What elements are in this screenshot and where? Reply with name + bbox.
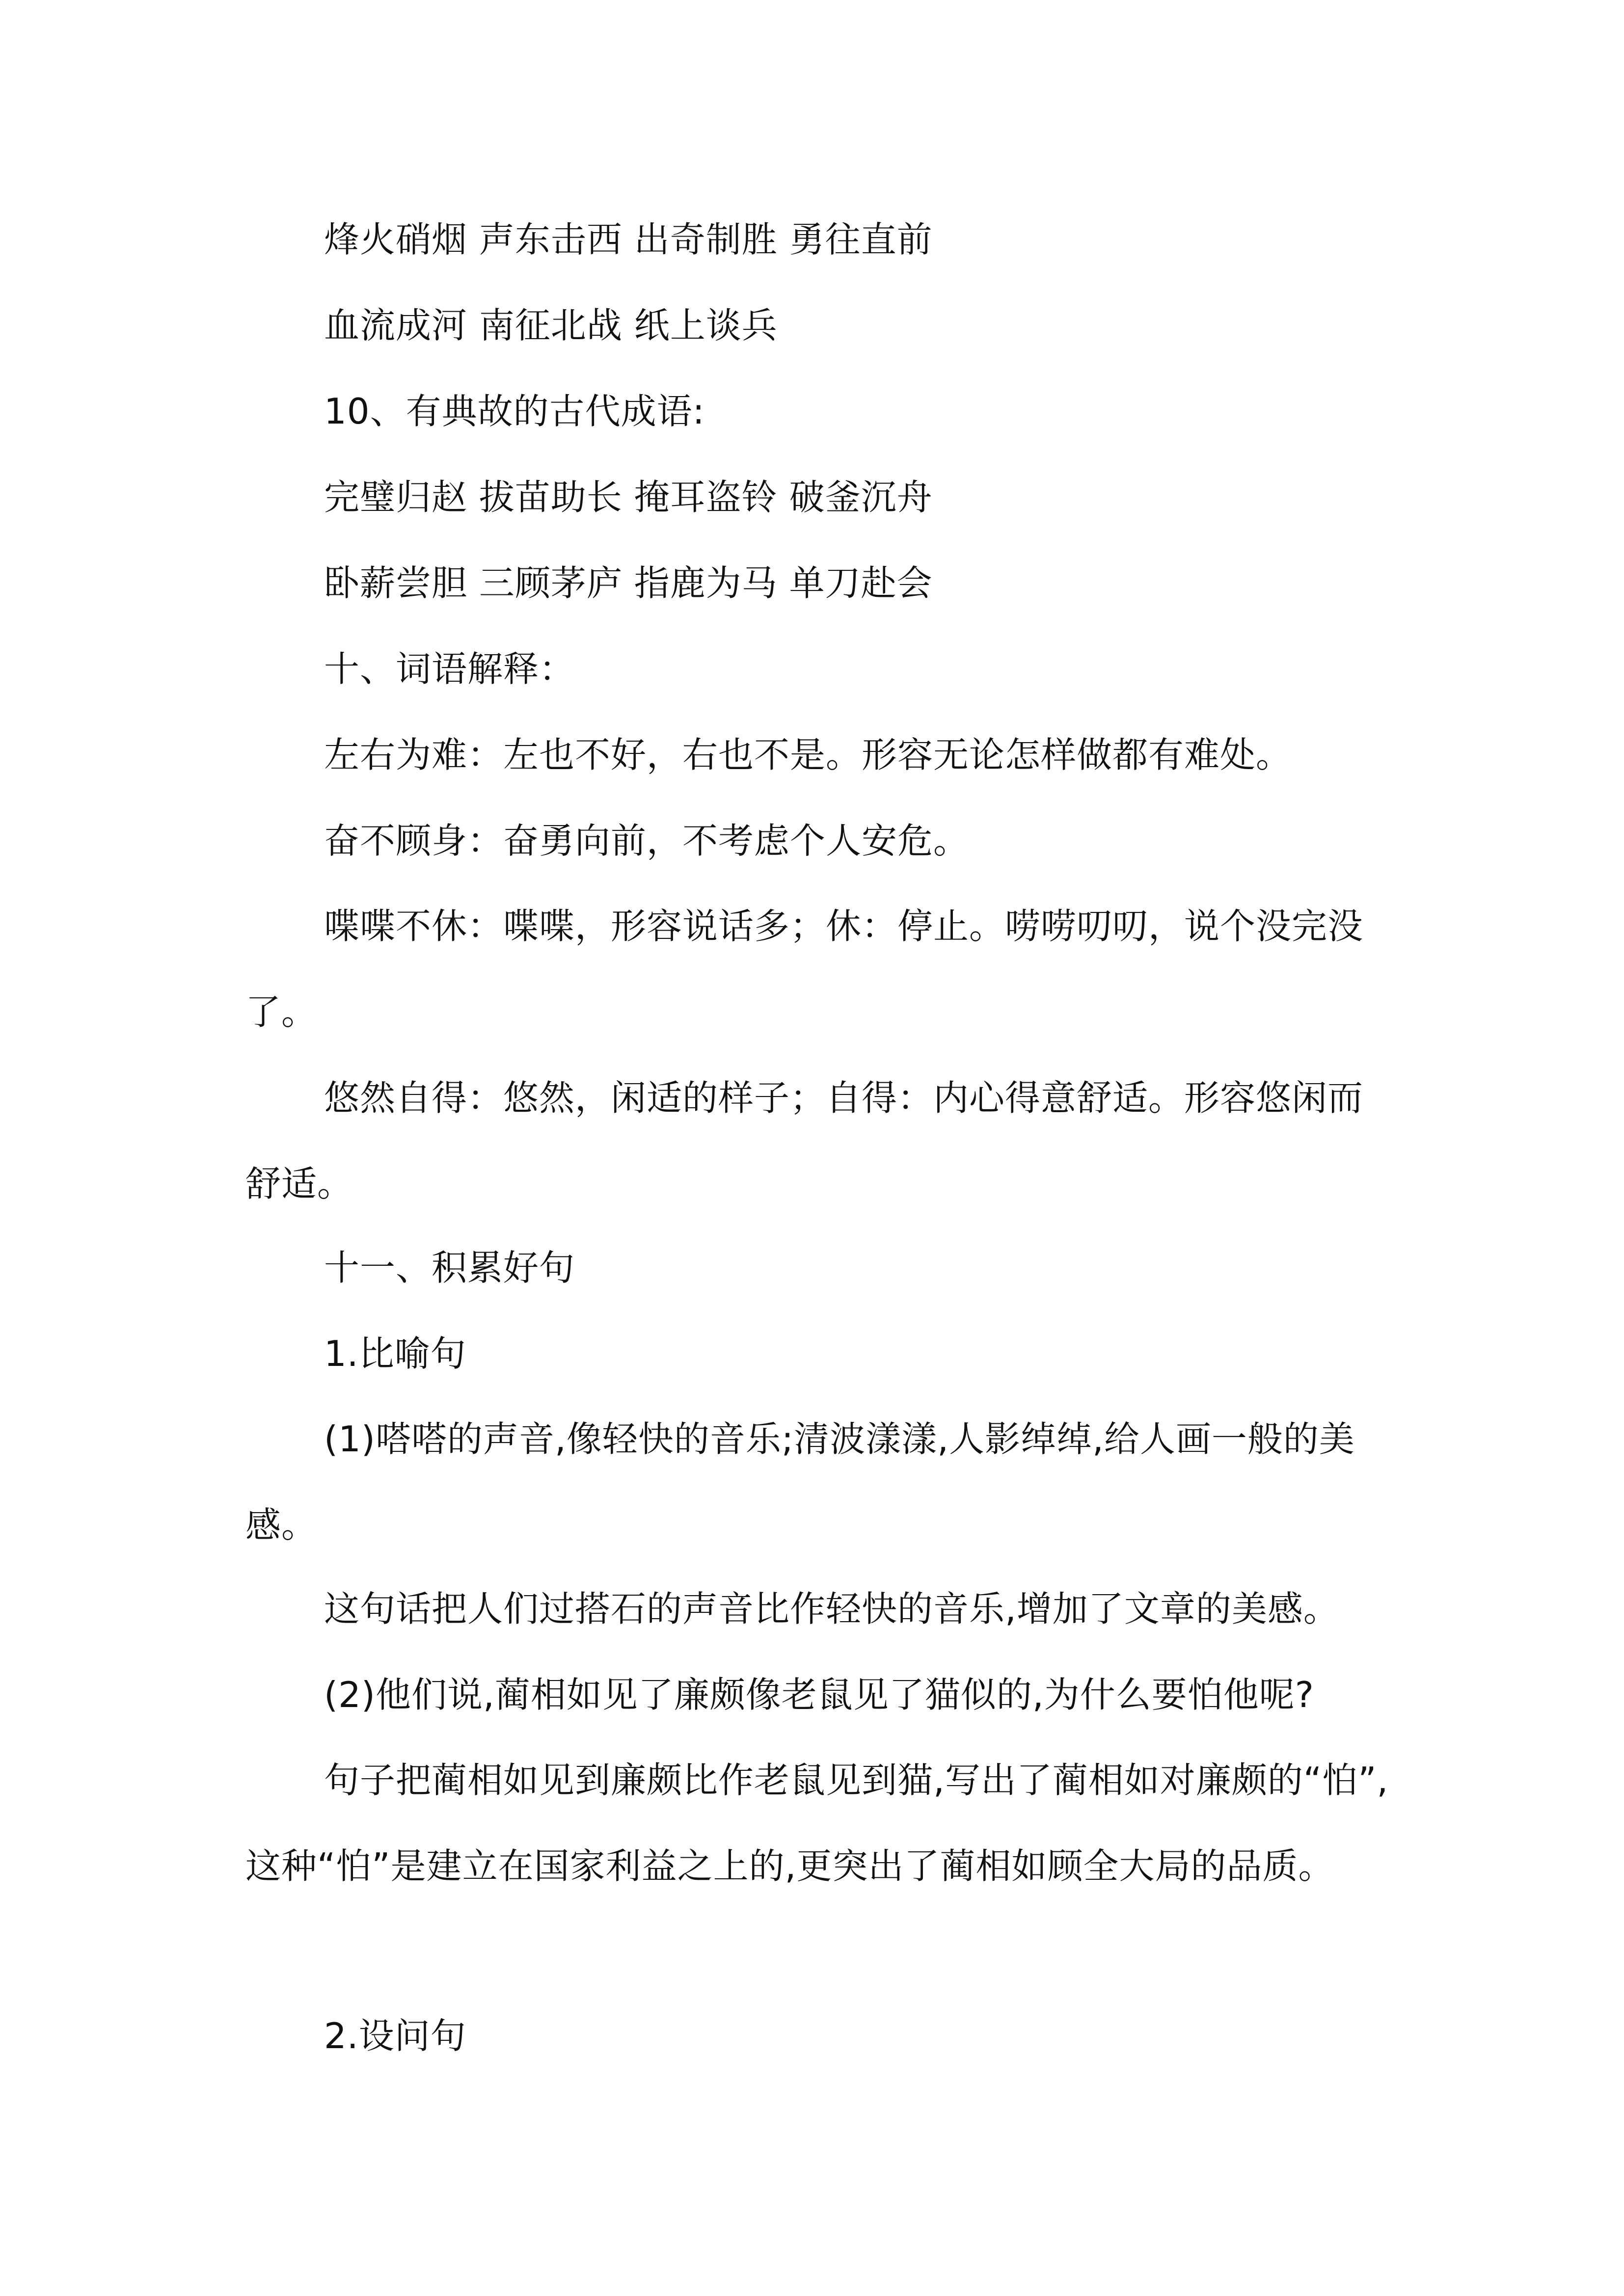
explanation-zuoyouweinan: 左右为难：左也不好，右也不是。形容无论怎样做都有难处。 xyxy=(324,734,1292,775)
idiom-line-allusion-1: 完璧归赵 拔苗助长 掩耳盗铃 破釜沉舟 xyxy=(324,477,933,518)
subheading-rhetorical-question: 2.设问句 xyxy=(324,2015,466,2056)
example-sentence-1-analysis: 这句话把人们过搭石的声音比作轻快的音乐,增加了文章的美感。 xyxy=(324,1588,1339,1629)
idiom-line-allusion-2: 卧薪尝胆 三顾茅庐 指鹿为马 单刀赴会 xyxy=(324,562,933,604)
example-sentence-1: (1)嗒嗒的声音,像轻快的音乐;清波漾漾,人影绰绰,给人画一般的美感。 xyxy=(245,1418,1355,1546)
explanation-diediebuxiu: 喋喋不休：喋喋，形容说话多；休：停止。唠唠叨叨，说个没完没了。 xyxy=(245,906,1364,1033)
subheading-metaphor: 1.比喻句 xyxy=(324,1333,466,1374)
example-sentence-2-analysis: 句子把蔺相如见到廉颇比作老鼠见到猫,写出了蔺相如对廉颇的“怕”,这种“怕”是建立在国家利益之上的,更突出了蔺相如顾全大局的品质。 xyxy=(245,1760,1389,1887)
section-heading-ancient-idioms: 10、有典故的古代成语: xyxy=(324,391,705,432)
section-heading-word-explanation: 十、词语解释： xyxy=(324,648,575,690)
idiom-line-war-1: 烽火硝烟 声东击西 出奇制胜 勇往直前 xyxy=(324,219,933,260)
section-heading-good-sentences: 十一、积累好句 xyxy=(324,1247,575,1288)
example-sentence-2: (2)他们说,蔺相如见了廉颇像老鼠见了猫似的,为什么要怕他呢? xyxy=(324,1674,1314,1715)
explanation-fenbugushen: 奋不顾身：奋勇向前，不考虑个人安危。 xyxy=(324,820,970,861)
idiom-line-war-2: 血流成河 南征北战 纸上谈兵 xyxy=(324,305,778,346)
explanation-youranzide: 悠然自得：悠然，闲适的样子；自得：内心得意舒适。形容悠闲而舒适。 xyxy=(245,1077,1364,1204)
